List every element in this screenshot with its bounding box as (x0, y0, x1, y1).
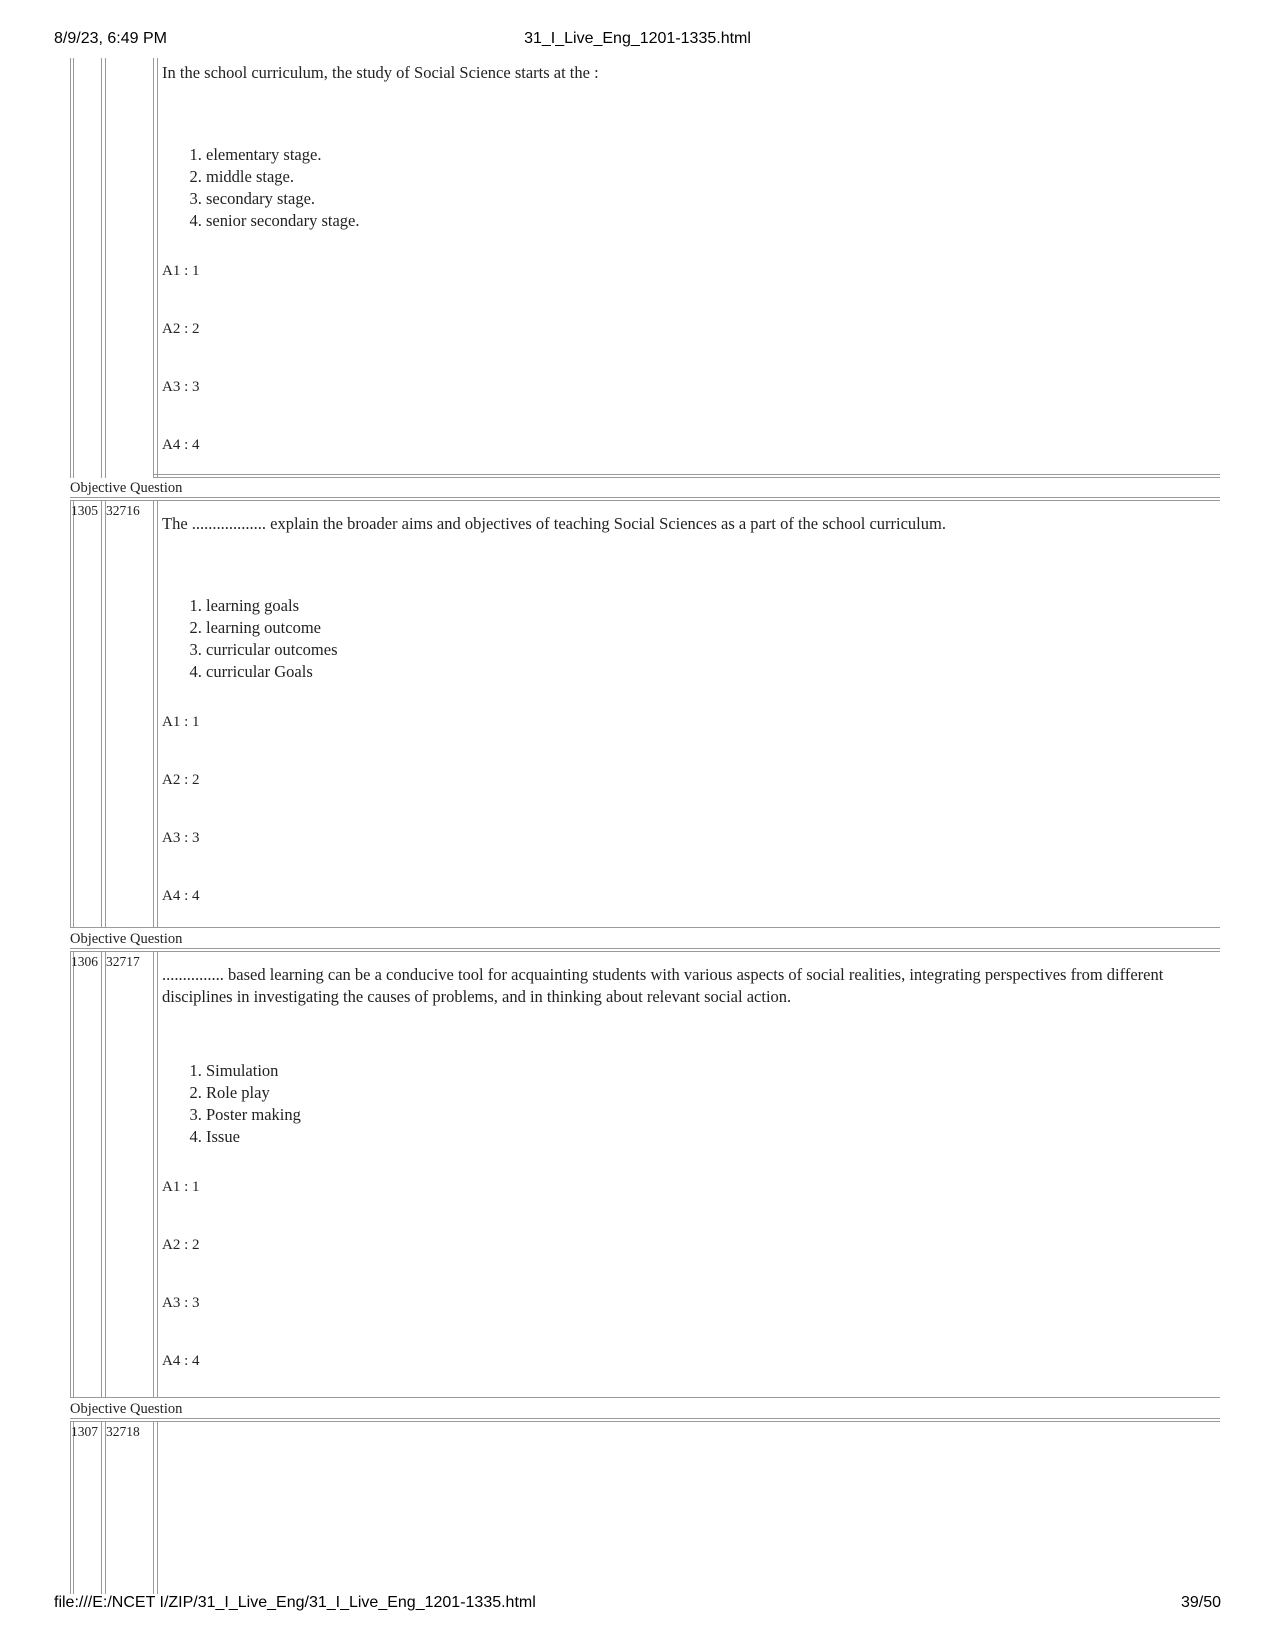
answer-item: A1 : 1 (162, 263, 200, 279)
question-block (70, 501, 1220, 927)
question-text: In the school curriculum, the study of Social Science starts at the : (162, 63, 599, 82)
question-table (70, 58, 1220, 1594)
answer-list (162, 1176, 1212, 1408)
option: 4. Issue (206, 1126, 1212, 1148)
question-id: 32717 (106, 954, 140, 969)
option-list (162, 144, 1212, 232)
answer-item: A2 : 2 (162, 772, 200, 788)
question-body (162, 58, 1212, 492)
option: 1. elementary stage. (206, 144, 1212, 166)
print-footer (54, 1594, 1221, 1616)
section-label: Objective Question (70, 480, 183, 496)
option-list (162, 595, 1212, 683)
answer-item: A3 : 3 (162, 830, 200, 846)
option: 2. learning outcome (206, 617, 1212, 639)
question-body (162, 501, 1212, 943)
answer-item: A1 : 1 (162, 1179, 200, 1195)
option: 1. learning goals (206, 595, 1212, 617)
question-number: 1306 (71, 954, 98, 969)
option: 3. Poster making (206, 1104, 1212, 1126)
print-datetime: 8/9/23, 6:49 PM (54, 30, 167, 47)
option: 2. Role play (206, 1082, 1212, 1104)
answer-item: A4 : 4 (162, 437, 200, 453)
answer-item: A3 : 3 (162, 1295, 200, 1311)
answer-item: A4 : 4 (162, 1353, 200, 1369)
question-number: 1305 (71, 503, 98, 518)
option-list (162, 1060, 1212, 1148)
question-block (70, 58, 1220, 478)
question-id: 32716 (106, 503, 140, 518)
question-block (70, 952, 1220, 1397)
question-block (70, 1422, 1220, 1594)
option: 3. curricular outcomes (206, 639, 1212, 661)
question-text: The .................. explain the broader aims and objectives of teaching Social Sciences as a part of the school curriculum. (162, 514, 946, 533)
option: 1. Simulation (206, 1060, 1212, 1082)
answer-list (162, 260, 1212, 492)
answer-item: A2 : 2 (162, 321, 200, 337)
print-title: 31_I_Live_Eng_1201-1335.html (524, 30, 751, 47)
option: 4. curricular Goals (206, 661, 1212, 683)
section-label: Objective Question (70, 1401, 183, 1417)
question-id: 32718 (106, 1424, 140, 1439)
page-number: 39/50 (1180, 1594, 1221, 1611)
answer-item: A4 : 4 (162, 888, 200, 904)
question-text: ............... based learning can be a conducive tool for acquainting students with various aspects of social realities, integrating perspectives from different disciplines in investigating the causes of problems, and in thinking about relevant social action. (162, 965, 1164, 1006)
answer-item: A1 : 1 (162, 714, 200, 730)
print-file-path: file:///E:/NCET I/ZIP/31_I_Live_Eng/31_I_Live_Eng_1201-1335.html (54, 1594, 536, 1611)
option: 4. senior secondary stage. (206, 210, 1212, 232)
question-body (162, 952, 1212, 1408)
question-number: 1307 (71, 1424, 98, 1439)
section-label: Objective Question (70, 931, 183, 947)
option: 3. secondary stage. (206, 188, 1212, 210)
answer-item: A2 : 2 (162, 1237, 200, 1253)
answer-item: A3 : 3 (162, 379, 200, 395)
print-header (54, 30, 1221, 52)
option: 2. middle stage. (206, 166, 1212, 188)
answer-list (162, 711, 1212, 943)
